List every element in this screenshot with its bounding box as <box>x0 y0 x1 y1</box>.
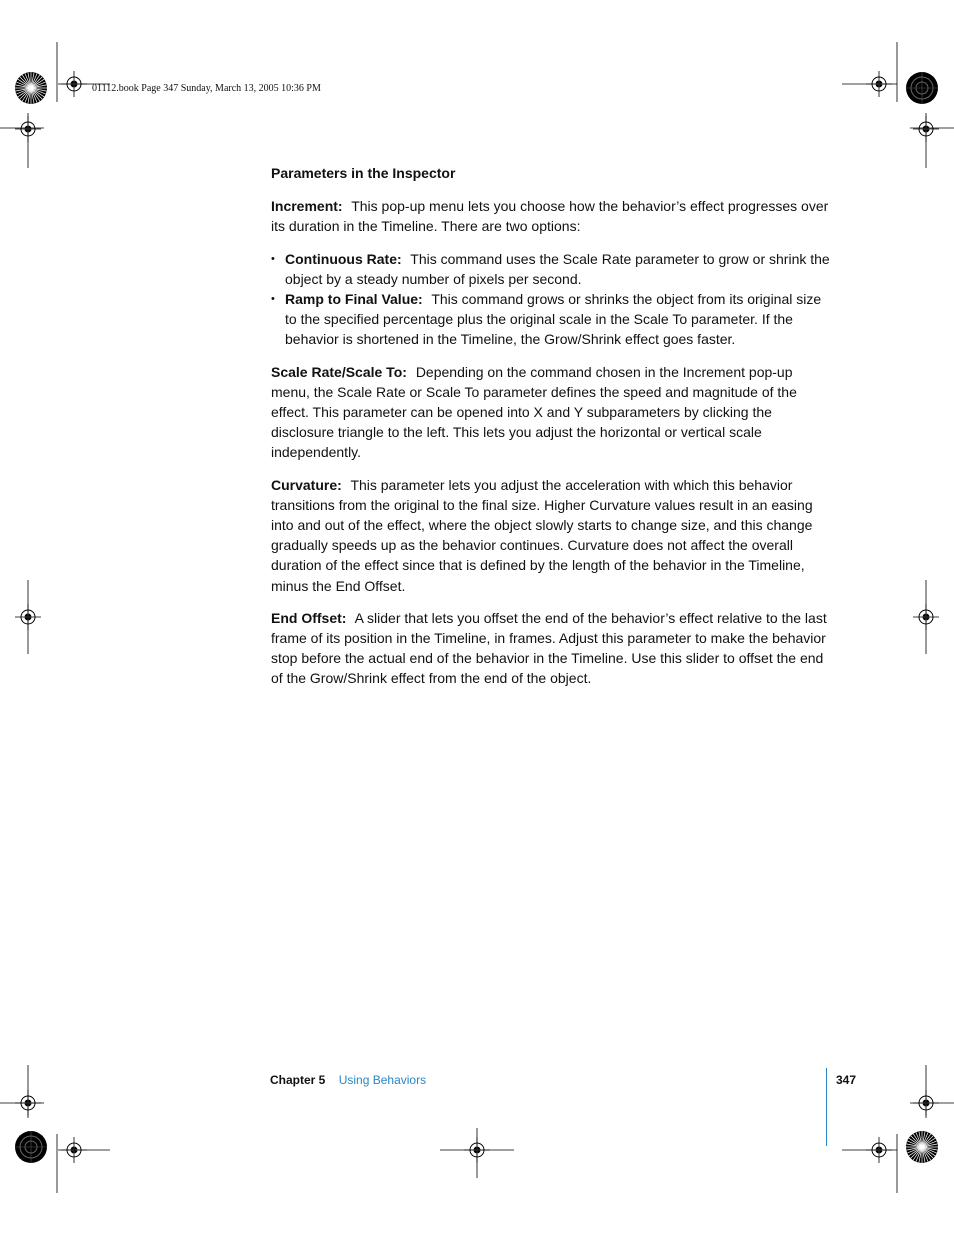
page-body <box>271 163 831 701</box>
curvature-term: Curvature: <box>271 476 342 493</box>
end-offset-term: End Offset: <box>271 609 347 626</box>
footer-chapter <box>270 1073 426 1087</box>
list-item <box>271 289 831 350</box>
option-text: This command grows or shrinks the object from its original size to the specified percentage plus the original scale in the Scale To parameter. If the behavior is shortened in the Timeline, the Grow/Shrink effect goes faster. <box>285 291 822 348</box>
list-item <box>271 249 831 289</box>
increment-text: This pop-up menu lets you choose how the behavior’s effect progresses over its duration in the Timeline. There are two options: <box>271 198 829 235</box>
option-term: Ramp to Final Value: <box>285 291 423 308</box>
scale-rate-text: Depending on the command chosen in the Increment pop-up menu, the Scale Rate or Scale To parameter defines the speed and magnitude of the effect. This parameter can be opened into X and Y subparameters by clicking the disclosure triangle to the left. This lets you adjust the horizontal or vertical scale independently. <box>271 363 797 461</box>
chapter-title-link[interactable]: Using Behaviors <box>338 1073 427 1087</box>
end-offset-paragraph <box>271 608 831 689</box>
scale-rate-paragraph <box>271 362 831 463</box>
footer-divider <box>826 1068 827 1146</box>
option-text: This command uses the Scale Rate parameter to grow or shrink the object by a steady number of pixels per second. <box>285 250 830 287</box>
option-term: Continuous Rate: <box>285 250 402 267</box>
end-offset-text: A slider that lets you offset the end of the behavior’s effect relative to the last frame of its position in the Timeline, in frames. Adjust this parameter to make the behavior stop before the actual end of the behavior in the Timeline. Use this slider to offset the end of the Grow/Shrink effect from the end of the object. <box>271 609 827 687</box>
section-heading: Parameters in the Inspector <box>271 165 456 181</box>
increment-options-list <box>271 249 831 350</box>
increment-term: Increment: <box>271 198 343 215</box>
curvature-paragraph <box>271 475 831 596</box>
page-number: 347 <box>836 1073 857 1087</box>
curvature-text: This parameter lets you adjust the acceleration with which this behavior transitions from the original to the final size. Higher Curvature values result in an easing into and out of the effect, where the object slowly starts to change size, and this change gradually speeds up as the behavior continues. Curvature does not affect the overall duration of the effect since that is defined by the length of the behavior in the Timeline, minus the End Offset. <box>271 476 813 594</box>
chapter-label: Chapter 5 <box>270 1073 326 1087</box>
increment-paragraph <box>271 196 831 236</box>
scale-rate-term: Scale Rate/Scale To: <box>271 363 407 380</box>
print-slug: 01112.book Page 347 Sunday, March 13, 2005 10:36 PM <box>92 83 321 94</box>
